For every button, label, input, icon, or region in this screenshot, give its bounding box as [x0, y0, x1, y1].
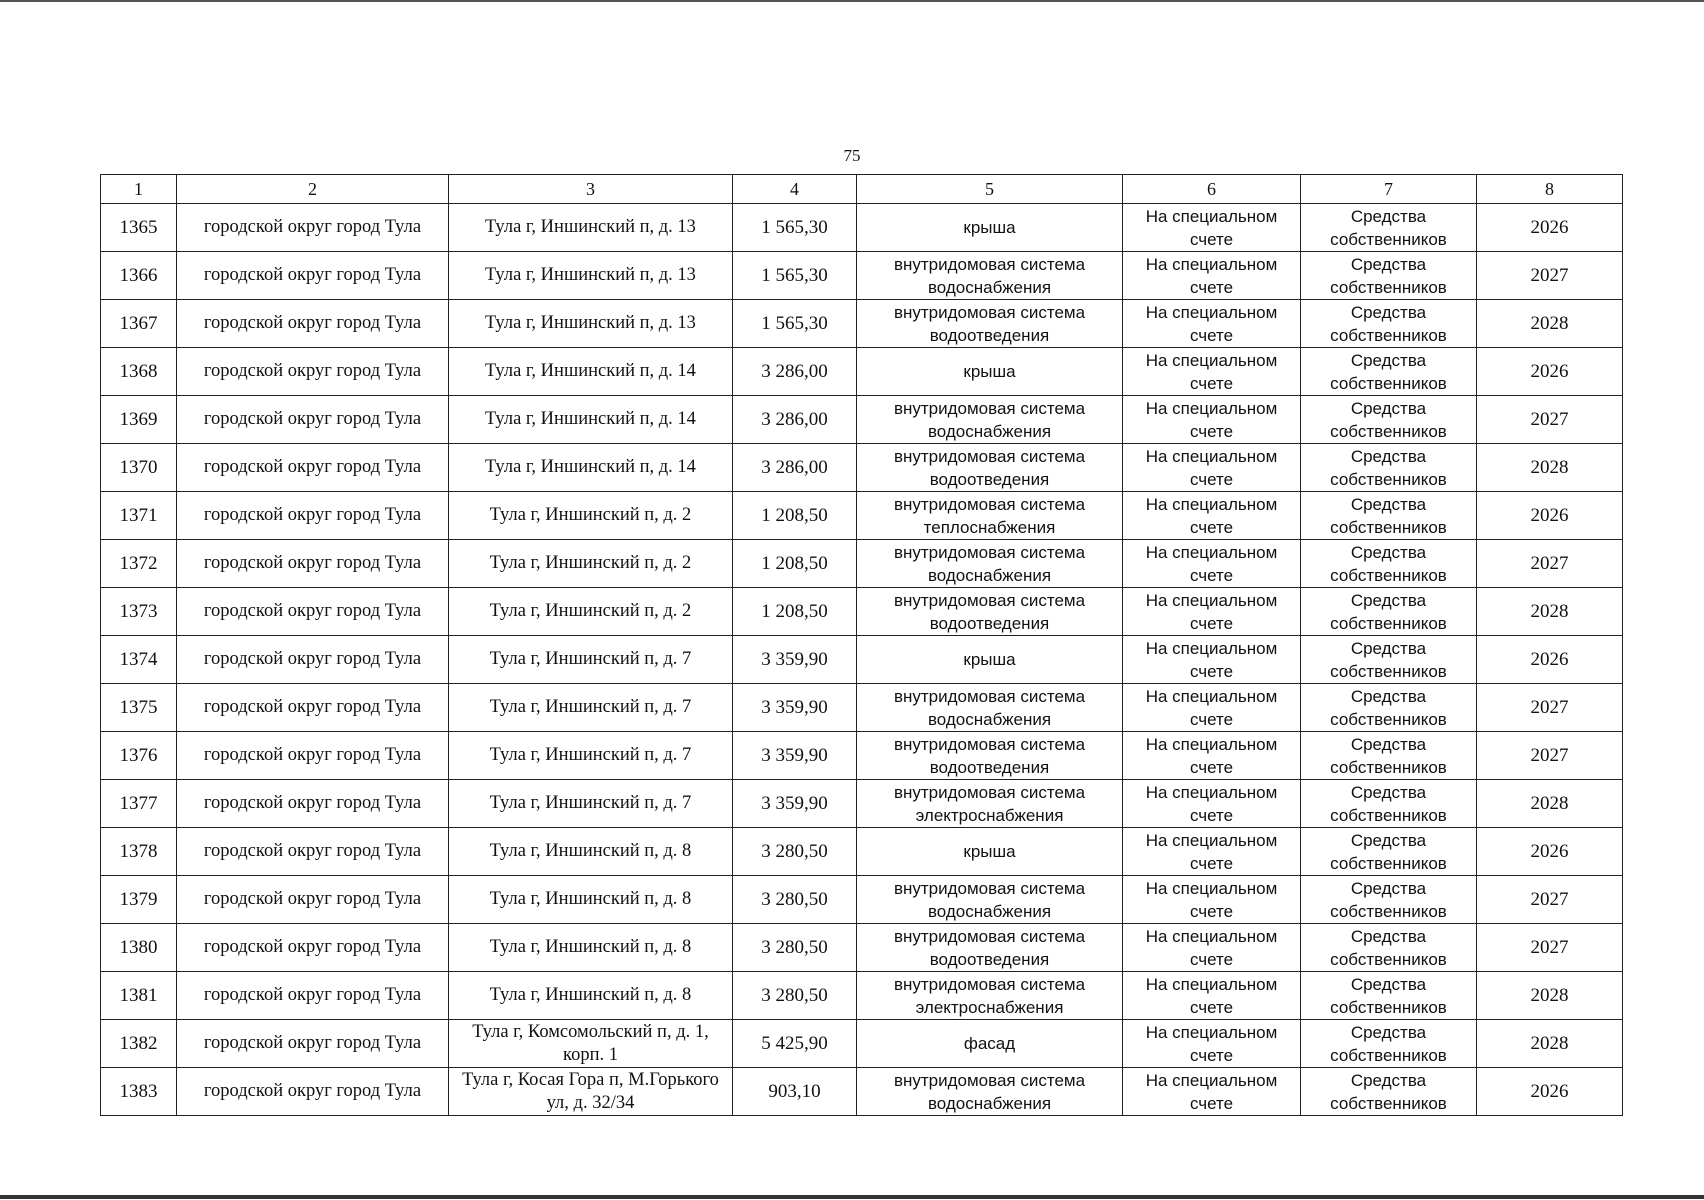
table-row — [101, 1068, 1623, 1116]
address-cell: Тула г, Иншинский п, д. 7 — [449, 684, 733, 732]
work-type-cell: внутридомовая система электроснабжения — [857, 972, 1123, 1020]
table-row — [101, 636, 1623, 684]
table-row — [101, 348, 1623, 396]
municipality-cell: городской округ город Тула — [177, 972, 449, 1020]
funding-source-cell: Средства собственников — [1301, 396, 1477, 444]
area-cell: 3 286,00 — [733, 396, 857, 444]
fund-method-cell: На специальном счете — [1123, 300, 1301, 348]
work-type-cell: внутридомовая система водоснабжения — [857, 1068, 1123, 1116]
year-cell: 2027 — [1477, 732, 1623, 780]
year-cell: 2026 — [1477, 348, 1623, 396]
row-number-cell: 1373 — [101, 588, 177, 636]
fund-method-cell: На специальном счете — [1123, 540, 1301, 588]
year-cell: 2027 — [1477, 924, 1623, 972]
work-type-cell: внутридомовая система водоснабжения — [857, 540, 1123, 588]
table-body — [101, 204, 1623, 1116]
work-type-cell: крыша — [857, 636, 1123, 684]
area-cell: 3 359,90 — [733, 636, 857, 684]
row-number-cell: 1365 — [101, 204, 177, 252]
funding-source-cell: Средства собственников — [1301, 828, 1477, 876]
area-cell: 3 286,00 — [733, 348, 857, 396]
table-row — [101, 876, 1623, 924]
municipality-cell: городской округ город Тула — [177, 876, 449, 924]
row-number-cell: 1367 — [101, 300, 177, 348]
work-type-cell: крыша — [857, 204, 1123, 252]
municipality-cell: городской округ город Тула — [177, 396, 449, 444]
work-type-cell: внутридомовая система водоснабжения — [857, 684, 1123, 732]
year-cell: 2027 — [1477, 396, 1623, 444]
year-cell: 2028 — [1477, 444, 1623, 492]
year-cell: 2026 — [1477, 636, 1623, 684]
work-type-cell: внутридомовая система водоотведения — [857, 924, 1123, 972]
year-cell: 2027 — [1477, 540, 1623, 588]
address-cell: Тула г, Иншинский п, д. 7 — [449, 732, 733, 780]
work-type-cell: внутридомовая система водоотведения — [857, 444, 1123, 492]
municipality-cell: городской округ город Тула — [177, 1068, 449, 1116]
municipality-cell: городской округ город Тула — [177, 732, 449, 780]
year-cell: 2027 — [1477, 684, 1623, 732]
top-scan-edge — [0, 0, 1704, 2]
work-type-cell: внутридомовая система водоотведения — [857, 300, 1123, 348]
header-col-4: 4 — [733, 175, 857, 204]
funding-source-cell: Средства собственников — [1301, 1020, 1477, 1068]
table-row — [101, 828, 1623, 876]
year-cell: 2028 — [1477, 300, 1623, 348]
fund-method-cell: На специальном счете — [1123, 588, 1301, 636]
year-cell: 2028 — [1477, 972, 1623, 1020]
table-header — [101, 175, 1623, 204]
funding-source-cell: Средства собственников — [1301, 876, 1477, 924]
funding-source-cell: Средства собственников — [1301, 204, 1477, 252]
funding-source-cell: Средства собственников — [1301, 540, 1477, 588]
address-cell: Тула г, Иншинский п, д. 8 — [449, 828, 733, 876]
area-cell: 1 208,50 — [733, 492, 857, 540]
area-cell: 3 280,50 — [733, 876, 857, 924]
table-row — [101, 780, 1623, 828]
row-number-cell: 1377 — [101, 780, 177, 828]
area-cell: 3 359,90 — [733, 780, 857, 828]
municipality-cell: городской округ город Тула — [177, 684, 449, 732]
row-number-cell: 1370 — [101, 444, 177, 492]
area-cell: 1 565,30 — [733, 252, 857, 300]
address-cell: Тула г, Иншинский п, д. 7 — [449, 780, 733, 828]
municipality-cell: городской округ город Тула — [177, 444, 449, 492]
address-cell: Тула г, Комсомольский п, д. 1, корп. 1 — [449, 1020, 733, 1068]
work-type-cell: внутридомовая система водоотведения — [857, 588, 1123, 636]
fund-method-cell: На специальном счете — [1123, 924, 1301, 972]
row-number-cell: 1368 — [101, 348, 177, 396]
area-cell: 3 359,90 — [733, 732, 857, 780]
header-col-7: 7 — [1301, 175, 1477, 204]
year-cell: 2027 — [1477, 876, 1623, 924]
funding-source-cell: Средства собственников — [1301, 300, 1477, 348]
year-cell: 2026 — [1477, 1068, 1623, 1116]
fund-method-cell: На специальном счете — [1123, 780, 1301, 828]
fund-method-cell: На специальном счете — [1123, 252, 1301, 300]
address-cell: Тула г, Иншинский п, д. 8 — [449, 972, 733, 1020]
work-type-cell: внутридомовая система водоснабжения — [857, 396, 1123, 444]
municipality-cell: городской округ город Тула — [177, 540, 449, 588]
table-row — [101, 252, 1623, 300]
row-number-cell: 1379 — [101, 876, 177, 924]
table-row — [101, 684, 1623, 732]
funding-source-cell: Средства собственников — [1301, 924, 1477, 972]
fund-method-cell: На специальном счете — [1123, 828, 1301, 876]
fund-method-cell: На специальном счете — [1123, 732, 1301, 780]
row-number-cell: 1383 — [101, 1068, 177, 1116]
fund-method-cell: На специальном счете — [1123, 684, 1301, 732]
fund-method-cell: На специальном счете — [1123, 972, 1301, 1020]
municipality-cell: городской округ город Тула — [177, 588, 449, 636]
municipality-cell: городской округ город Тула — [177, 252, 449, 300]
area-cell: 3 280,50 — [733, 972, 857, 1020]
funding-source-cell: Средства собственников — [1301, 732, 1477, 780]
year-cell: 2027 — [1477, 252, 1623, 300]
fund-method-cell: На специальном счете — [1123, 396, 1301, 444]
header-row — [101, 175, 1623, 204]
year-cell: 2026 — [1477, 828, 1623, 876]
year-cell: 2028 — [1477, 588, 1623, 636]
municipality-cell: городской округ город Тула — [177, 780, 449, 828]
municipality-cell: городской округ город Тула — [177, 924, 449, 972]
address-cell: Тула г, Иншинский п, д. 14 — [449, 444, 733, 492]
work-type-cell: крыша — [857, 348, 1123, 396]
row-number-cell: 1366 — [101, 252, 177, 300]
fund-method-cell: На специальном счете — [1123, 348, 1301, 396]
table-row — [101, 300, 1623, 348]
area-cell: 3 286,00 — [733, 444, 857, 492]
header-col-5: 5 — [857, 175, 1123, 204]
header-col-3: 3 — [449, 175, 733, 204]
funding-source-cell: Средства собственников — [1301, 588, 1477, 636]
work-type-cell: внутридомовая система водоснабжения — [857, 876, 1123, 924]
page-number: 75 — [843, 146, 861, 165]
row-number-cell: 1374 — [101, 636, 177, 684]
header-col-1: 1 — [101, 175, 177, 204]
municipality-cell: городской округ город Тула — [177, 1020, 449, 1068]
address-cell: Тула г, Иншинский п, д. 14 — [449, 348, 733, 396]
row-number-cell: 1371 — [101, 492, 177, 540]
address-cell: Тула г, Иншинский п, д. 2 — [449, 588, 733, 636]
area-cell: 3 280,50 — [733, 828, 857, 876]
area-cell: 3 359,90 — [733, 684, 857, 732]
funding-source-cell: Средства собственников — [1301, 492, 1477, 540]
row-number-cell: 1382 — [101, 1020, 177, 1068]
area-cell: 1 565,30 — [733, 204, 857, 252]
area-cell: 903,10 — [733, 1068, 857, 1116]
municipality-cell: городской округ город Тула — [177, 204, 449, 252]
row-number-cell: 1375 — [101, 684, 177, 732]
funding-source-cell: Средства собственников — [1301, 684, 1477, 732]
funding-source-cell: Средства собственников — [1301, 1068, 1477, 1116]
address-cell: Тула г, Иншинский п, д. 2 — [449, 540, 733, 588]
header-col-6: 6 — [1123, 175, 1301, 204]
fund-method-cell: На специальном счете — [1123, 876, 1301, 924]
address-cell: Тула г, Иншинский п, д. 8 — [449, 924, 733, 972]
work-type-cell: внутридомовая система электроснабжения — [857, 780, 1123, 828]
address-cell: Тула г, Иншинский п, д. 14 — [449, 396, 733, 444]
year-cell: 2028 — [1477, 1020, 1623, 1068]
work-type-cell: фасад — [857, 1020, 1123, 1068]
repair-registry-table — [100, 174, 1623, 1116]
fund-method-cell: На специальном счете — [1123, 444, 1301, 492]
municipality-cell: городской округ город Тула — [177, 348, 449, 396]
table-row — [101, 204, 1623, 252]
table-row — [101, 588, 1623, 636]
municipality-cell: городской округ город Тула — [177, 828, 449, 876]
table-row — [101, 540, 1623, 588]
table-row — [101, 1020, 1623, 1068]
table-row — [101, 924, 1623, 972]
address-cell: Тула г, Иншинский п, д. 13 — [449, 204, 733, 252]
table-row — [101, 972, 1623, 1020]
address-cell: Тула г, Иншинский п, д. 2 — [449, 492, 733, 540]
row-number-cell: 1380 — [101, 924, 177, 972]
bottom-scan-edge — [0, 1195, 1704, 1199]
funding-source-cell: Средства собственников — [1301, 636, 1477, 684]
address-cell: Тула г, Иншинский п, д. 13 — [449, 252, 733, 300]
fund-method-cell: На специальном счете — [1123, 492, 1301, 540]
work-type-cell: внутридомовая система водоотведения — [857, 732, 1123, 780]
year-cell: 2026 — [1477, 204, 1623, 252]
municipality-cell: городской округ город Тула — [177, 492, 449, 540]
funding-source-cell: Средства собственников — [1301, 780, 1477, 828]
table-row — [101, 396, 1623, 444]
area-cell: 5 425,90 — [733, 1020, 857, 1068]
fund-method-cell: На специальном счете — [1123, 1020, 1301, 1068]
municipality-cell: городской округ город Тула — [177, 300, 449, 348]
fund-method-cell: На специальном счете — [1123, 636, 1301, 684]
fund-method-cell: На специальном счете — [1123, 1068, 1301, 1116]
address-cell: Тула г, Иншинский п, д. 13 — [449, 300, 733, 348]
header-col-8: 8 — [1477, 175, 1623, 204]
area-cell: 1 565,30 — [733, 300, 857, 348]
row-number-cell: 1369 — [101, 396, 177, 444]
row-number-cell: 1372 — [101, 540, 177, 588]
table-row — [101, 732, 1623, 780]
table-row — [101, 444, 1623, 492]
municipality-cell: городской округ город Тула — [177, 636, 449, 684]
funding-source-cell: Средства собственников — [1301, 972, 1477, 1020]
year-cell: 2026 — [1477, 492, 1623, 540]
funding-source-cell: Средства собственников — [1301, 444, 1477, 492]
fund-method-cell: На специальном счете — [1123, 204, 1301, 252]
year-cell: 2028 — [1477, 780, 1623, 828]
area-cell: 3 280,50 — [733, 924, 857, 972]
work-type-cell: крыша — [857, 828, 1123, 876]
row-number-cell: 1378 — [101, 828, 177, 876]
address-cell: Тула г, Иншинский п, д. 8 — [449, 876, 733, 924]
table-row — [101, 492, 1623, 540]
funding-source-cell: Средства собственников — [1301, 348, 1477, 396]
address-cell: Тула г, Косая Гора п, М.Горького ул, д. 32/34 — [449, 1068, 733, 1116]
work-type-cell: внутридомовая система теплоснабжения — [857, 492, 1123, 540]
funding-source-cell: Средства собственников — [1301, 252, 1477, 300]
area-cell: 1 208,50 — [733, 540, 857, 588]
address-cell: Тула г, Иншинский п, д. 7 — [449, 636, 733, 684]
area-cell: 1 208,50 — [733, 588, 857, 636]
header-col-2: 2 — [177, 175, 449, 204]
work-type-cell: внутридомовая система водоснабжения — [857, 252, 1123, 300]
row-number-cell: 1376 — [101, 732, 177, 780]
row-number-cell: 1381 — [101, 972, 177, 1020]
